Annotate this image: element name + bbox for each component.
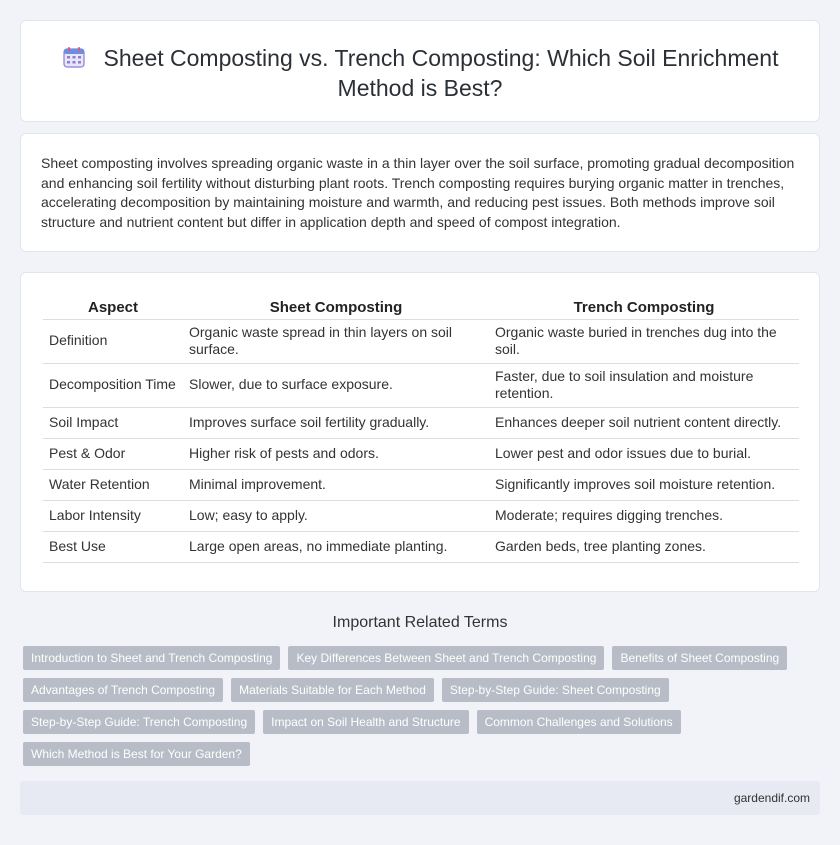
aspect-cell: Definition	[43, 319, 183, 363]
header-trench: Trench Composting	[489, 295, 799, 319]
page-title-wrap	[21, 43, 819, 103]
related-term-tag[interactable]: Materials Suitable for Each Method	[231, 678, 434, 702]
trench-cell: Organic waste buried in trenches dug into the soil.	[489, 319, 799, 363]
aspect-cell: Labor Intensity	[43, 500, 183, 531]
calendar-icon	[62, 45, 86, 69]
related-terms-heading: Important Related Terms	[332, 614, 508, 631]
related-term-tag[interactable]: Key Differences Between Sheet and Trench Composting	[288, 646, 604, 670]
aspect-cell: Water Retention	[43, 469, 183, 500]
comparison-card	[20, 272, 820, 592]
aspect-cell: Soil Impact	[43, 407, 183, 438]
sheet-cell: Low; easy to apply.	[183, 500, 489, 531]
trench-cell: Garden beds, tree planting zones.	[489, 531, 799, 562]
sheet-cell: Higher risk of pests and odors.	[183, 438, 489, 469]
footer-site-link[interactable]: gardendif.com	[733, 791, 810, 805]
sheet-cell: Slower, due to surface exposure.	[183, 363, 489, 407]
aspect-cell: Best Use	[43, 531, 183, 562]
table-row	[43, 319, 799, 363]
trench-cell: Faster, due to soil insulation and moisture retention.	[489, 363, 799, 407]
sheet-cell: Organic waste spread in thin layers on soil surface.	[183, 319, 489, 363]
trench-cell: Moderate; requires digging trenches.	[489, 500, 799, 531]
intro-paragraph: Sheet composting involves spreading organic waste in a thin layer over the soil surface, promoting gradual decomposition and enhancing soil fertility without disturbing plant roots. Trench composting requires burying organic matter in trenches, accelerating decomposition by maintaining moisture and warmth, and reducing pest issues. Both methods improve soil structure and nutrient content but differ in application depth and speed of compost integration.	[41, 155, 795, 230]
related-term-tag[interactable]: Introduction to Sheet and Trench Composting	[23, 646, 280, 670]
table-row	[43, 407, 799, 438]
related-term-tag[interactable]: Advantages of Trench Composting	[23, 678, 223, 702]
comparison-table	[43, 295, 799, 563]
table-row	[43, 363, 799, 407]
related-term-tag[interactable]: Benefits of Sheet Composting	[612, 646, 787, 670]
table-row	[43, 500, 799, 531]
page-title: Sheet Composting vs. Trench Composting: Which Soil Enrichment Method is Best?	[103, 45, 779, 101]
intro-card	[20, 133, 820, 252]
sheet-cell: Large open areas, no immediate planting.	[183, 531, 489, 562]
trench-cell: Significantly improves soil moisture retention.	[489, 469, 799, 500]
table-row	[43, 438, 799, 469]
sheet-cell: Improves surface soil fertility gradually.	[183, 407, 489, 438]
table-header-row	[43, 295, 799, 319]
header-sheet: Sheet Composting	[183, 295, 489, 319]
related-term-tag[interactable]: Impact on Soil Health and Structure	[263, 710, 468, 734]
related-terms-list	[23, 646, 803, 766]
trench-cell: Enhances deeper soil nutrient content directly.	[489, 407, 799, 438]
header-aspect: Aspect	[43, 295, 183, 319]
table-row	[43, 469, 799, 500]
related-term-tag[interactable]: Which Method is Best for Your Garden?	[23, 742, 250, 766]
sheet-cell: Minimal improvement.	[183, 469, 489, 500]
related-term-tag[interactable]: Step-by-Step Guide: Trench Composting	[23, 710, 255, 734]
aspect-cell: Decomposition Time	[43, 363, 183, 407]
aspect-cell: Pest & Odor	[43, 438, 183, 469]
trench-cell: Lower pest and odor issues due to burial.	[489, 438, 799, 469]
header-card	[20, 20, 820, 122]
related-term-tag[interactable]: Common Challenges and Solutions	[477, 710, 681, 734]
footer	[20, 781, 820, 815]
related-term-tag[interactable]: Step-by-Step Guide: Sheet Composting	[442, 678, 669, 702]
table-row	[43, 531, 799, 562]
